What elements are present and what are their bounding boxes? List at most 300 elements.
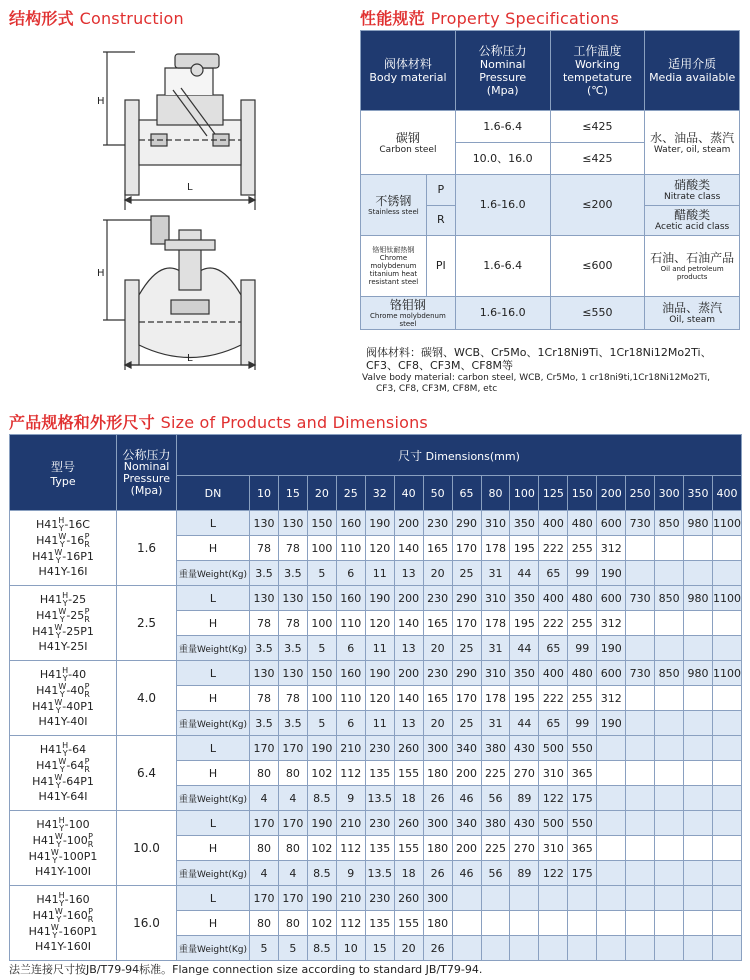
value-cell: 110 bbox=[336, 686, 365, 711]
value-cell: 4 bbox=[278, 786, 307, 811]
crmo-ti-pressure: 1.6-6.4 bbox=[455, 236, 550, 297]
value-cell: 78 bbox=[278, 536, 307, 561]
value-cell: 850 bbox=[655, 661, 684, 686]
crmo-media: 油品、蒸汽 Oil, steam bbox=[645, 297, 740, 330]
value-cell: 850 bbox=[655, 511, 684, 536]
sizes-header-type: 型号 Type bbox=[10, 435, 117, 511]
stainless-code-p: P bbox=[427, 175, 455, 206]
header-media: 适用介质 Media available bbox=[645, 31, 740, 111]
type-cell bbox=[10, 886, 117, 961]
value-cell: 3.5 bbox=[278, 561, 307, 586]
value-cell bbox=[655, 711, 684, 736]
stainless-steel-cell: 不锈钢 Stainless steel P R bbox=[361, 175, 456, 236]
type-model: H41Y-100I bbox=[35, 865, 91, 878]
type-model: H41 W Y -25P1 bbox=[32, 623, 94, 640]
value-cell bbox=[626, 836, 655, 861]
value-cell: 120 bbox=[365, 686, 394, 711]
value-cell bbox=[597, 736, 626, 761]
value-cell: 8.5 bbox=[307, 786, 336, 811]
value-cell: 222 bbox=[539, 611, 568, 636]
value-cell: 500 bbox=[539, 811, 568, 836]
value-cell: 100 bbox=[307, 686, 336, 711]
value-cell: 100 bbox=[307, 611, 336, 636]
value-cell bbox=[597, 936, 626, 961]
type-model: H41 W Y -64P1 bbox=[32, 773, 94, 790]
value-cell: 160 bbox=[336, 511, 365, 536]
value-cell: 6 bbox=[336, 561, 365, 586]
property-table bbox=[360, 30, 740, 330]
value-cell: 11 bbox=[365, 711, 394, 736]
value-cell: 44 bbox=[510, 636, 539, 661]
value-cell bbox=[684, 561, 713, 586]
type-cell bbox=[10, 661, 117, 736]
value-cell: 46 bbox=[452, 861, 481, 886]
value-cell: 1100 bbox=[713, 511, 742, 536]
value-cell bbox=[510, 936, 539, 961]
dn-header-350: 350 bbox=[684, 476, 713, 511]
value-cell: 102 bbox=[307, 911, 336, 936]
value-cell: 135 bbox=[365, 761, 394, 786]
dn-header-15: 15 bbox=[278, 476, 307, 511]
value-cell bbox=[539, 936, 568, 961]
value-cell: 180 bbox=[423, 836, 452, 861]
dn-header-400: 400 bbox=[713, 476, 742, 511]
value-cell: 225 bbox=[481, 761, 510, 786]
header-working-temperature: 工作温度 Working tempetature (℃) bbox=[550, 31, 645, 111]
value-cell: 190 bbox=[597, 711, 626, 736]
value-cell: 600 bbox=[597, 586, 626, 611]
dn-header-125: 125 bbox=[539, 476, 568, 511]
dn-header-40: 40 bbox=[394, 476, 423, 511]
value-cell bbox=[684, 536, 713, 561]
type-cell bbox=[10, 511, 117, 586]
value-cell: 340 bbox=[452, 811, 481, 836]
value-cell: 230 bbox=[365, 736, 394, 761]
crmo-ti-code: PI bbox=[435, 259, 446, 272]
sizes-table bbox=[9, 434, 742, 961]
value-cell: 170 bbox=[278, 736, 307, 761]
value-cell: 135 bbox=[365, 836, 394, 861]
crmo-temp: ≤550 bbox=[550, 297, 645, 330]
value-cell: 120 bbox=[365, 536, 394, 561]
value-cell bbox=[713, 711, 742, 736]
value-cell: 380 bbox=[481, 736, 510, 761]
value-cell: 170 bbox=[452, 536, 481, 561]
materials-note-cn-2: CF3、CF8、CF3M、CF8M等 bbox=[366, 359, 514, 372]
value-cell: 130 bbox=[250, 586, 279, 611]
value-cell: 312 bbox=[597, 611, 626, 636]
value-cell: 550 bbox=[568, 811, 597, 836]
value-cell: 200 bbox=[394, 661, 423, 686]
value-cell: 350 bbox=[510, 511, 539, 536]
value-cell bbox=[655, 686, 684, 711]
value-cell bbox=[655, 811, 684, 836]
value-cell: 200 bbox=[452, 836, 481, 861]
value-cell: 500 bbox=[539, 736, 568, 761]
value-cell bbox=[655, 911, 684, 936]
value-cell bbox=[684, 786, 713, 811]
value-cell bbox=[684, 711, 713, 736]
value-cell: 165 bbox=[423, 686, 452, 711]
value-cell bbox=[481, 886, 510, 911]
value-cell bbox=[684, 811, 713, 836]
value-cell bbox=[713, 811, 742, 836]
row-label-l: L bbox=[177, 586, 250, 611]
type-model: H41 H Y -16C bbox=[36, 516, 90, 533]
value-cell: 26 bbox=[423, 936, 452, 961]
value-cell: 180 bbox=[423, 911, 452, 936]
value-cell: 112 bbox=[336, 911, 365, 936]
value-cell: 170 bbox=[250, 736, 279, 761]
value-cell: 195 bbox=[510, 611, 539, 636]
table-row bbox=[10, 736, 742, 761]
value-cell: 310 bbox=[481, 586, 510, 611]
construction-title: 结构形式 Construction bbox=[9, 9, 184, 28]
value-cell bbox=[655, 786, 684, 811]
type-cell bbox=[10, 736, 117, 811]
value-cell: 15 bbox=[365, 936, 394, 961]
value-cell: 13 bbox=[394, 561, 423, 586]
value-cell bbox=[568, 886, 597, 911]
dn-header-150: 150 bbox=[568, 476, 597, 511]
type-model: H41 H Y -64 bbox=[39, 741, 87, 758]
value-cell: 210 bbox=[336, 811, 365, 836]
value-cell: 480 bbox=[568, 661, 597, 686]
value-cell bbox=[684, 611, 713, 636]
bottom-l-label: L bbox=[187, 353, 193, 364]
type-model: H41Y-64I bbox=[38, 790, 88, 803]
value-cell: 20 bbox=[394, 936, 423, 961]
value-cell: 140 bbox=[394, 536, 423, 561]
value-cell: 400 bbox=[539, 511, 568, 536]
value-cell: 25 bbox=[452, 636, 481, 661]
value-cell bbox=[626, 611, 655, 636]
stainless-code-r: R bbox=[437, 213, 445, 227]
value-cell: 200 bbox=[394, 586, 423, 611]
type-model: H41 H Y -160 bbox=[36, 891, 90, 908]
value-cell: 99 bbox=[568, 711, 597, 736]
value-cell: 365 bbox=[568, 836, 597, 861]
pressure-cell: 1.6 bbox=[117, 511, 177, 586]
value-cell bbox=[597, 911, 626, 936]
row-label-w: 重量Weight(Kg) bbox=[177, 561, 250, 586]
type-model: H41 W Y -16P1 bbox=[32, 548, 94, 565]
value-cell bbox=[713, 536, 742, 561]
value-cell: 130 bbox=[250, 661, 279, 686]
value-cell bbox=[597, 836, 626, 861]
value-cell: 11 bbox=[365, 561, 394, 586]
value-cell: 255 bbox=[568, 536, 597, 561]
value-cell: 200 bbox=[452, 761, 481, 786]
type-model: H41 W Y -40P1 bbox=[32, 698, 94, 715]
value-cell: 170 bbox=[278, 886, 307, 911]
row-label-h: H bbox=[177, 911, 250, 936]
value-cell: 310 bbox=[539, 761, 568, 786]
value-cell: 150 bbox=[307, 661, 336, 686]
value-cell: 600 bbox=[597, 511, 626, 536]
value-cell: 3.5 bbox=[250, 636, 279, 661]
value-cell: 26 bbox=[423, 786, 452, 811]
value-cell bbox=[684, 936, 713, 961]
value-cell: 3.5 bbox=[250, 561, 279, 586]
value-cell: 65 bbox=[539, 561, 568, 586]
value-cell: 80 bbox=[278, 836, 307, 861]
value-cell: 255 bbox=[568, 686, 597, 711]
value-cell: 130 bbox=[278, 586, 307, 611]
value-cell: 430 bbox=[510, 811, 539, 836]
row-label-l: L bbox=[177, 661, 250, 686]
crmo-cell: 铬钼钢 Chrome molybdenum steel bbox=[361, 297, 456, 330]
value-cell: 310 bbox=[481, 511, 510, 536]
dn-header-20: 20 bbox=[307, 476, 336, 511]
value-cell: 31 bbox=[481, 636, 510, 661]
row-label-h: H bbox=[177, 686, 250, 711]
value-cell bbox=[684, 836, 713, 861]
value-cell: 350 bbox=[510, 661, 539, 686]
value-cell bbox=[626, 636, 655, 661]
value-cell bbox=[655, 611, 684, 636]
value-cell: 11 bbox=[365, 636, 394, 661]
value-cell bbox=[713, 786, 742, 811]
type-model: H41Y-16I bbox=[38, 565, 88, 578]
value-cell bbox=[655, 561, 684, 586]
stainless-media-r: 醋酸类 Acetic acid class bbox=[645, 205, 740, 236]
type-cell bbox=[10, 586, 117, 661]
value-cell: 310 bbox=[539, 836, 568, 861]
type-model: H41 W Y -64 P R bbox=[36, 757, 90, 774]
value-cell: 26 bbox=[423, 861, 452, 886]
value-cell bbox=[452, 936, 481, 961]
value-cell bbox=[626, 861, 655, 886]
value-cell bbox=[713, 686, 742, 711]
materials-note-cn-1: 阀体材料：碳钢、WCB、Cr5Mo、1Cr18Ni9Ti、1Cr18Ni12Mo2Ti、 bbox=[366, 346, 712, 359]
pressure-cell: 6.4 bbox=[117, 736, 177, 811]
materials-note-en-1: Valve body material: carbon steel, WCB, Cr5Mo, 1 cr18ni9ti,1Cr18Ni12Mo2Ti, bbox=[362, 373, 710, 383]
pressure-cell: 16.0 bbox=[117, 886, 177, 961]
header-body-material: 阀体材料 Body material bbox=[361, 31, 456, 111]
value-cell: 980 bbox=[684, 586, 713, 611]
value-cell bbox=[713, 886, 742, 911]
value-cell: 300 bbox=[423, 736, 452, 761]
value-cell: 175 bbox=[568, 786, 597, 811]
value-cell: 1100 bbox=[713, 586, 742, 611]
value-cell: 5 bbox=[307, 636, 336, 661]
carbon-temp-2: ≤425 bbox=[550, 143, 645, 175]
row-label-w: 重量Weight(Kg) bbox=[177, 861, 250, 886]
top-h-label: H bbox=[97, 96, 105, 107]
value-cell: 13 bbox=[394, 711, 423, 736]
value-cell: 290 bbox=[452, 586, 481, 611]
value-cell: 230 bbox=[423, 661, 452, 686]
value-cell: 980 bbox=[684, 511, 713, 536]
value-cell: 175 bbox=[568, 861, 597, 886]
value-cell: 260 bbox=[394, 811, 423, 836]
bottom-valve-drawing bbox=[103, 216, 255, 370]
type-model: H41 W Y -40 P R bbox=[36, 682, 90, 699]
value-cell: 730 bbox=[626, 511, 655, 536]
value-cell: 850 bbox=[655, 586, 684, 611]
value-cell: 260 bbox=[394, 886, 423, 911]
value-cell: 3.5 bbox=[250, 711, 279, 736]
value-cell: 210 bbox=[336, 886, 365, 911]
value-cell: 65 bbox=[539, 636, 568, 661]
value-cell: 5 bbox=[307, 561, 336, 586]
value-cell: 44 bbox=[510, 561, 539, 586]
property-title: 性能规范 Property Specifications bbox=[360, 9, 620, 28]
value-cell: 122 bbox=[539, 786, 568, 811]
value-cell: 130 bbox=[278, 661, 307, 686]
value-cell: 350 bbox=[510, 586, 539, 611]
row-label-l: L bbox=[177, 811, 250, 836]
type-model: H41Y-25I bbox=[38, 640, 88, 653]
value-cell bbox=[510, 911, 539, 936]
stainless-pressure: 1.6-16.0 bbox=[455, 175, 550, 236]
value-cell: 550 bbox=[568, 736, 597, 761]
value-cell: 56 bbox=[481, 861, 510, 886]
value-cell bbox=[684, 686, 713, 711]
type-model: H41Y-40I bbox=[38, 715, 88, 728]
value-cell bbox=[655, 936, 684, 961]
value-cell: 310 bbox=[481, 661, 510, 686]
type-model: H41 W Y -25 P R bbox=[36, 607, 90, 624]
value-cell bbox=[626, 711, 655, 736]
value-cell: 190 bbox=[365, 661, 394, 686]
value-cell bbox=[539, 886, 568, 911]
value-cell: 480 bbox=[568, 511, 597, 536]
value-cell: 170 bbox=[250, 886, 279, 911]
value-cell: 160 bbox=[336, 586, 365, 611]
value-cell: 260 bbox=[394, 736, 423, 761]
dn-label: DN bbox=[177, 476, 250, 511]
value-cell: 4 bbox=[278, 861, 307, 886]
dn-header-250: 250 bbox=[626, 476, 655, 511]
top-valve-drawing bbox=[103, 52, 255, 210]
value-cell: 730 bbox=[626, 661, 655, 686]
carbon-pressure-2: 10.0、16.0 bbox=[455, 143, 550, 175]
materials-note-en-2: CF3, CF8, CF3M, CF8M, etc bbox=[376, 384, 498, 394]
valve-drawings bbox=[95, 40, 275, 370]
value-cell: 78 bbox=[278, 611, 307, 636]
stainless-media-p: 硝酸类 Nitrate class bbox=[645, 175, 740, 206]
row-label-w: 重量Weight(Kg) bbox=[177, 711, 250, 736]
value-cell: 110 bbox=[336, 611, 365, 636]
value-cell bbox=[713, 911, 742, 936]
value-cell: 78 bbox=[250, 536, 279, 561]
value-cell bbox=[626, 561, 655, 586]
value-cell bbox=[684, 761, 713, 786]
value-cell: 600 bbox=[597, 661, 626, 686]
value-cell: 13 bbox=[394, 636, 423, 661]
value-cell: 178 bbox=[481, 611, 510, 636]
value-cell: 78 bbox=[278, 686, 307, 711]
row-label-h: H bbox=[177, 761, 250, 786]
table-row bbox=[10, 511, 742, 536]
value-cell: 5 bbox=[307, 711, 336, 736]
value-cell: 80 bbox=[250, 911, 279, 936]
value-cell: 230 bbox=[365, 886, 394, 911]
value-cell: 222 bbox=[539, 686, 568, 711]
value-cell bbox=[626, 911, 655, 936]
value-cell bbox=[713, 861, 742, 886]
value-cell bbox=[626, 811, 655, 836]
value-cell: 165 bbox=[423, 536, 452, 561]
dn-header-50: 50 bbox=[423, 476, 452, 511]
row-label-h: H bbox=[177, 536, 250, 561]
value-cell: 155 bbox=[394, 911, 423, 936]
value-cell: 195 bbox=[510, 536, 539, 561]
value-cell: 365 bbox=[568, 761, 597, 786]
value-cell: 130 bbox=[278, 511, 307, 536]
pressure-cell: 2.5 bbox=[117, 586, 177, 661]
value-cell bbox=[481, 911, 510, 936]
value-cell bbox=[713, 761, 742, 786]
value-cell bbox=[568, 911, 597, 936]
value-cell: 46 bbox=[452, 786, 481, 811]
value-cell: 80 bbox=[278, 761, 307, 786]
value-cell: 89 bbox=[510, 786, 539, 811]
table-row bbox=[10, 661, 742, 686]
type-cell bbox=[10, 811, 117, 886]
value-cell: 190 bbox=[307, 811, 336, 836]
value-cell bbox=[713, 736, 742, 761]
value-cell: 290 bbox=[452, 511, 481, 536]
value-cell bbox=[481, 936, 510, 961]
row-label-l: L bbox=[177, 511, 250, 536]
value-cell: 44 bbox=[510, 711, 539, 736]
value-cell: 300 bbox=[423, 811, 452, 836]
value-cell bbox=[713, 611, 742, 636]
pressure-cell: 4.0 bbox=[117, 661, 177, 736]
value-cell bbox=[452, 911, 481, 936]
footnote: 法兰连接尺寸按JB/T79-94标准。Flange connection size according to standard JB/T79-94. bbox=[9, 963, 483, 976]
value-cell: 312 bbox=[597, 686, 626, 711]
value-cell: 222 bbox=[539, 536, 568, 561]
value-cell bbox=[655, 836, 684, 861]
value-cell: 80 bbox=[250, 761, 279, 786]
value-cell: 1100 bbox=[713, 661, 742, 686]
table-row bbox=[10, 586, 742, 611]
value-cell bbox=[597, 861, 626, 886]
value-cell: 18 bbox=[394, 861, 423, 886]
value-cell: 112 bbox=[336, 761, 365, 786]
value-cell: 178 bbox=[481, 536, 510, 561]
value-cell: 190 bbox=[597, 636, 626, 661]
value-cell bbox=[655, 636, 684, 661]
value-cell: 480 bbox=[568, 586, 597, 611]
row-label-l: L bbox=[177, 736, 250, 761]
value-cell: 9 bbox=[336, 786, 365, 811]
value-cell: 5 bbox=[278, 936, 307, 961]
type-model: H41 H Y -25 bbox=[39, 591, 87, 608]
value-cell bbox=[713, 636, 742, 661]
table-row bbox=[10, 886, 742, 911]
value-cell bbox=[626, 936, 655, 961]
value-cell: 8.5 bbox=[307, 861, 336, 886]
value-cell: 400 bbox=[539, 661, 568, 686]
value-cell: 210 bbox=[336, 736, 365, 761]
dn-header-200: 200 bbox=[597, 476, 626, 511]
crmo-ti-temp: ≤600 bbox=[550, 236, 645, 297]
value-cell: 170 bbox=[278, 811, 307, 836]
value-cell bbox=[626, 736, 655, 761]
type-model: H41 W Y -160 P R bbox=[32, 907, 94, 924]
crmo-pressure: 1.6-16.0 bbox=[455, 297, 550, 330]
value-cell: 65 bbox=[539, 711, 568, 736]
row-label-w: 重量Weight(Kg) bbox=[177, 786, 250, 811]
value-cell: 20 bbox=[423, 561, 452, 586]
row-label-w: 重量Weight(Kg) bbox=[177, 636, 250, 661]
value-cell: 120 bbox=[365, 611, 394, 636]
